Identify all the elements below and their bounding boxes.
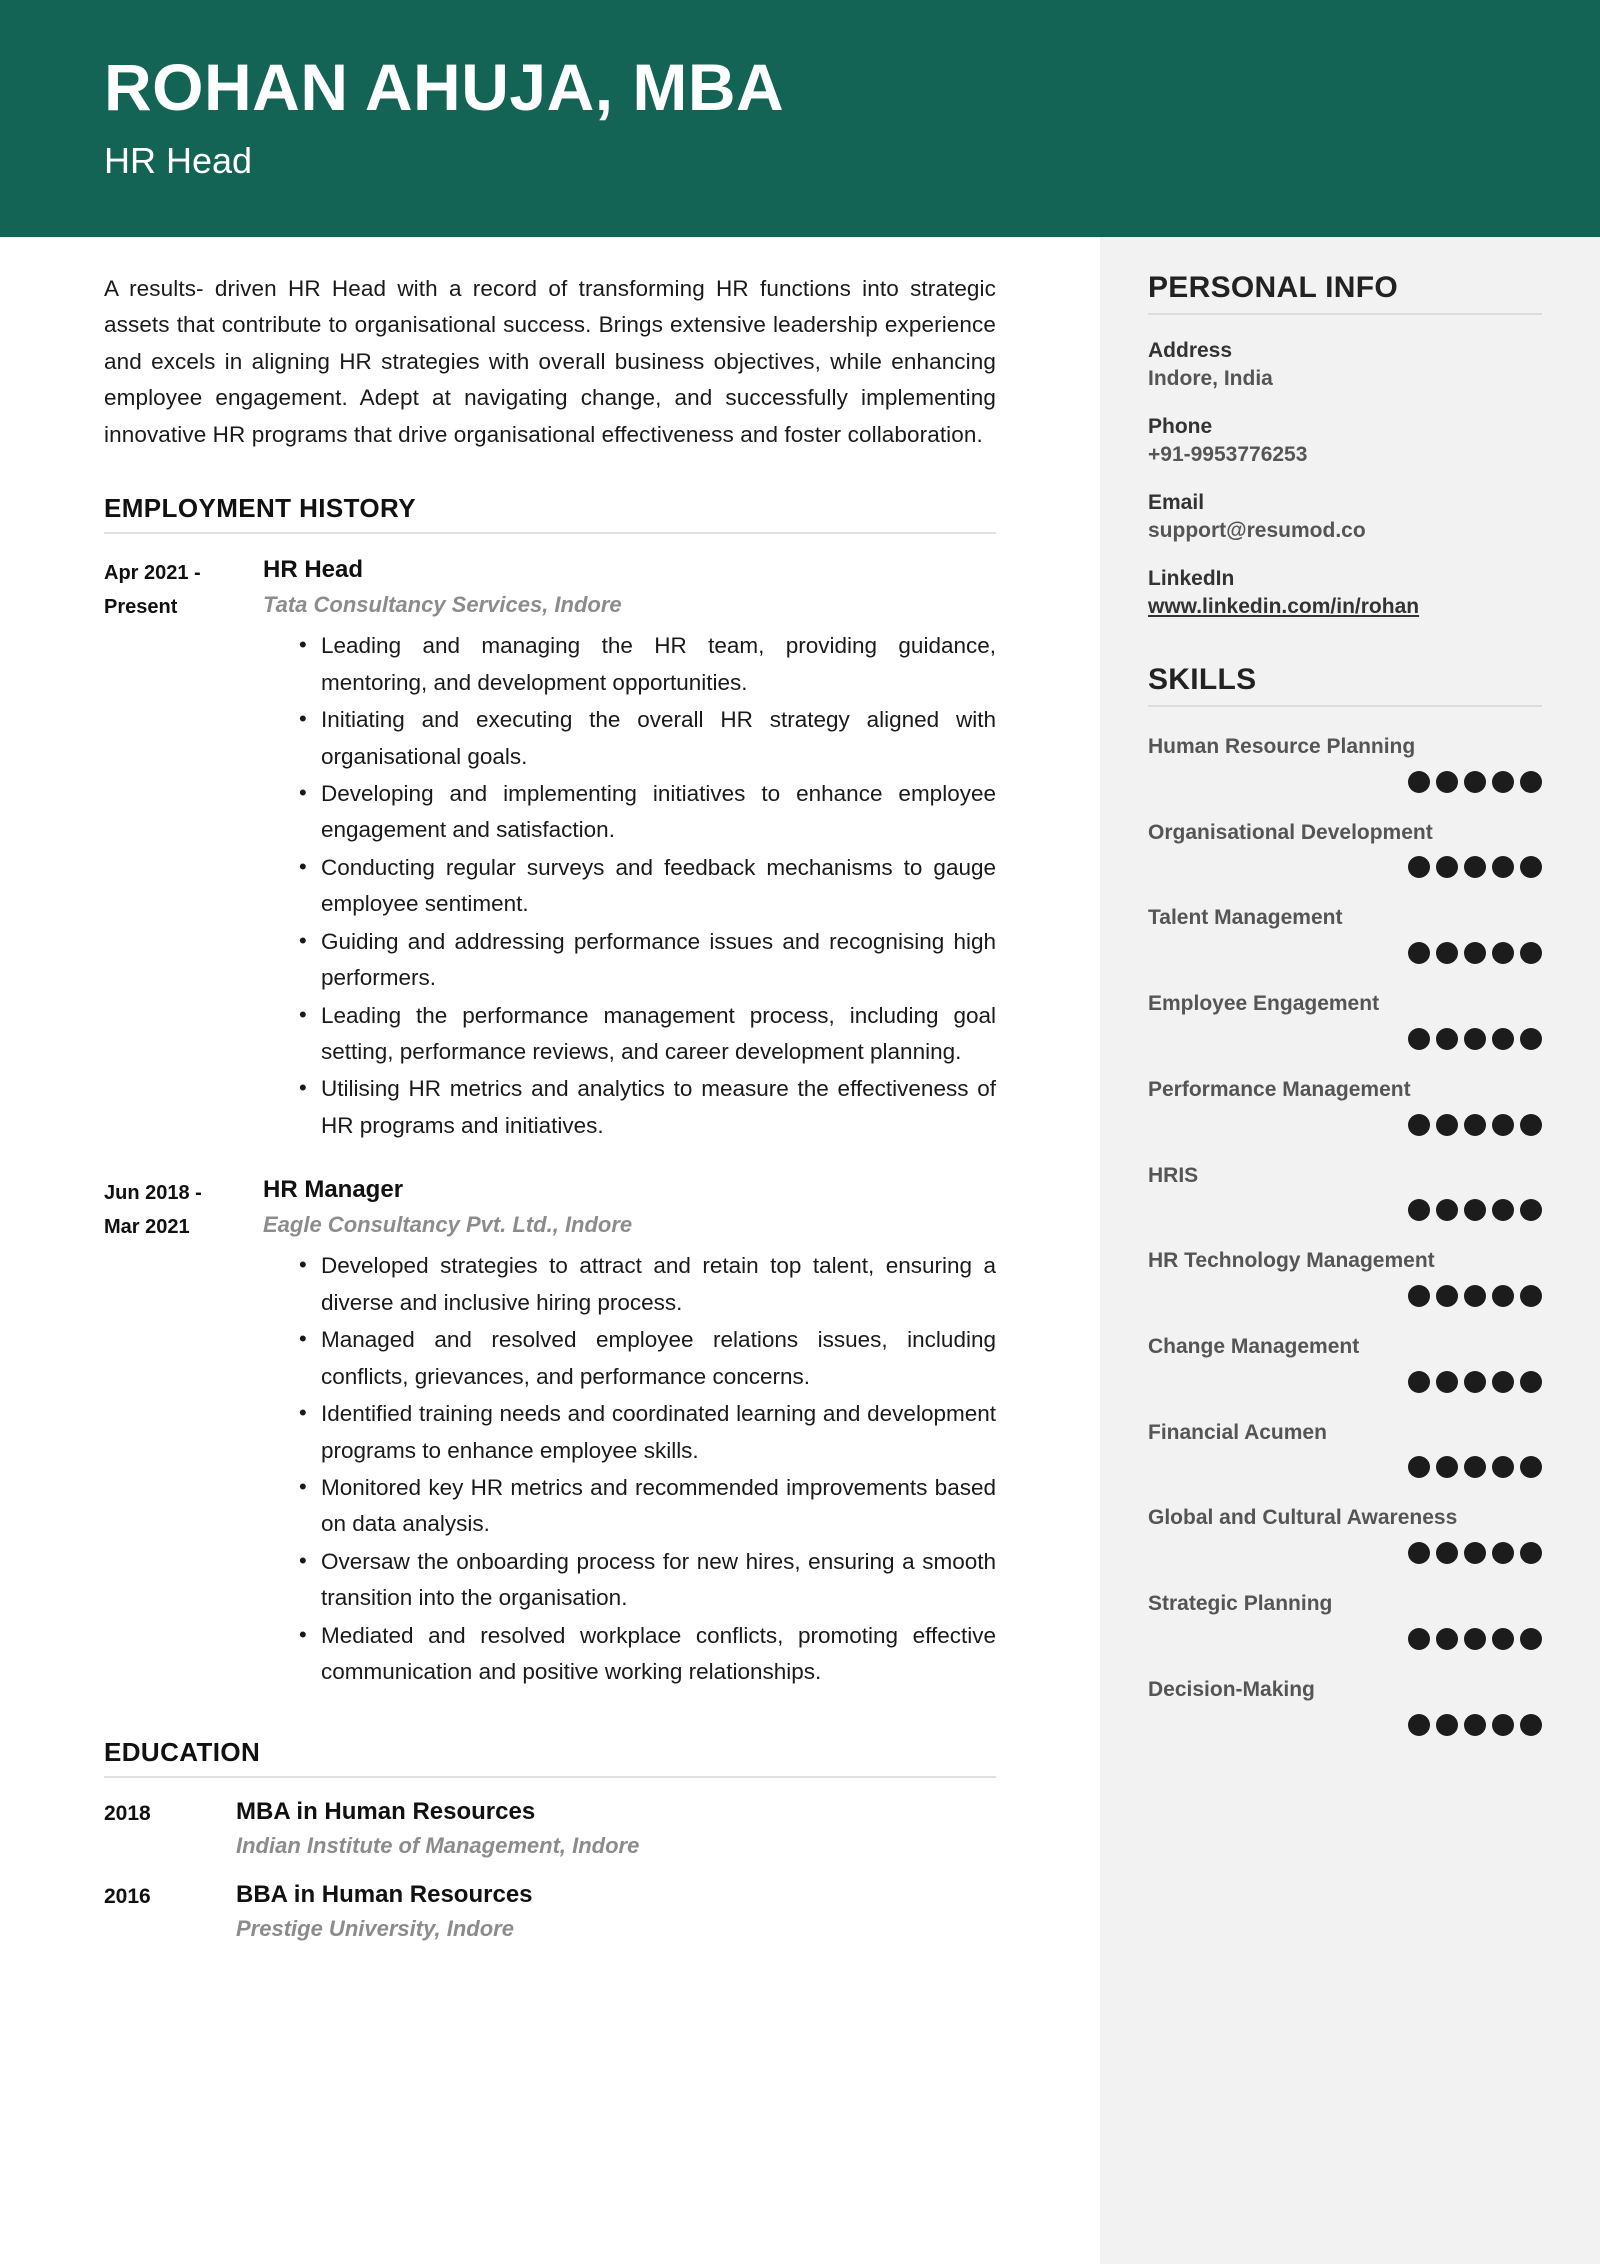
employment-company: Eagle Consultancy Pvt. Ltd., Indore [263, 1212, 633, 1238]
employment-role: HR Head [263, 556, 364, 584]
rating-dot-filled [1408, 1371, 1430, 1393]
rating-dot-filled [1464, 1028, 1486, 1050]
employment-date-end: Mar 2021 [104, 1215, 190, 1238]
employment-date-range [104, 1176, 249, 1690]
rating-dot-filled [1464, 1456, 1486, 1478]
skill-item [1148, 1247, 1542, 1307]
rating-dot-filled [1464, 1199, 1486, 1221]
rating-dot-filled [1492, 1628, 1514, 1650]
skill-item [1148, 904, 1542, 964]
employment-entry [104, 1176, 996, 1690]
rating-dot-filled [1520, 1371, 1542, 1393]
skill-rating [1148, 856, 1542, 878]
skill-item [1148, 1504, 1542, 1564]
skill-item [1148, 1076, 1542, 1136]
rating-dot-filled [1408, 1199, 1430, 1221]
employment-entry [104, 556, 996, 1144]
rating-dot-filled [1408, 1114, 1430, 1136]
education-school: Prestige University, Indore [236, 1915, 514, 1941]
rating-dot-filled [1436, 1628, 1458, 1650]
employment-bullet: • Utilising HR metrics and analytics to measure the effectiveness of HR programs and initiatives. [299, 1071, 996, 1144]
skill-rating [1148, 1199, 1542, 1221]
rating-dot-filled [1464, 1628, 1486, 1650]
rating-dot-filled [1520, 1199, 1542, 1221]
rating-dot-filled [1436, 1542, 1458, 1564]
personal-info-value: +91-9953776253 [1148, 443, 1308, 466]
education-details [222, 1881, 996, 1942]
employment-details [249, 1176, 996, 1690]
rating-dot-filled [1408, 942, 1430, 964]
rating-dot-filled [1492, 942, 1514, 964]
skill-rating [1148, 1371, 1542, 1393]
rating-dot-filled [1436, 1028, 1458, 1050]
employment-bullet: • Managed and resolved employee relations issues, including conflicts, grievances, and performance concerns. [299, 1322, 996, 1395]
skill-item [1148, 1333, 1542, 1393]
personal-info-item [1148, 339, 1542, 391]
skill-item [1148, 819, 1542, 879]
employment-bullet: • Developing and implementing initiatives to enhance employee engagement and satisfaction. [299, 776, 996, 849]
skill-name: Performance Management [1148, 1077, 1411, 1101]
education-heading: EDUCATION [104, 1737, 996, 1778]
personal-info-label: Email [1148, 491, 1205, 514]
rating-dot-filled [1436, 1371, 1458, 1393]
sidebar [1100, 237, 1600, 2264]
employment-date-start: Jun 2018 - [104, 1182, 202, 1205]
employment-bullet: • Mediated and resolved workplace conflicts, promoting effective communication and positive working relationships. [299, 1618, 996, 1691]
rating-dot-filled [1436, 1114, 1458, 1136]
rating-dot-filled [1436, 1714, 1458, 1736]
rating-dot-filled [1464, 1285, 1486, 1307]
skill-name: Human Resource Planning [1148, 735, 1416, 758]
skill-name: Global and Cultural Awareness [1148, 1506, 1458, 1530]
skills-list [1148, 733, 1542, 1736]
skills-heading: SKILLS [1148, 663, 1542, 707]
skill-item [1148, 733, 1542, 793]
rating-dot-filled [1436, 771, 1458, 793]
rating-dot-filled [1436, 1199, 1458, 1221]
skill-name: HRIS [1148, 1163, 1199, 1187]
rating-dot-filled [1436, 1456, 1458, 1478]
rating-dot-filled [1408, 1542, 1430, 1564]
rating-dot-filled [1520, 1028, 1542, 1050]
education-entry [104, 1881, 996, 1942]
employment-history-heading: EMPLOYMENT HISTORY [104, 493, 996, 534]
education-details [222, 1798, 996, 1859]
personal-info-item [1148, 491, 1542, 543]
rating-dot-filled [1520, 856, 1542, 878]
skill-rating [1148, 771, 1542, 793]
rating-dot-filled [1464, 942, 1486, 964]
employment-bullet-list [263, 628, 996, 1144]
education-school: Indian Institute of Management, Indore [236, 1832, 640, 1858]
rating-dot-filled [1408, 1456, 1430, 1478]
personal-info-label: Address [1148, 339, 1233, 362]
rating-dot-filled [1492, 771, 1514, 793]
education-list [104, 1798, 996, 1942]
education-degree: BBA in Human Resources [236, 1880, 533, 1908]
rating-dot-filled [1408, 1028, 1430, 1050]
rating-dot-filled [1464, 1542, 1486, 1564]
rating-dot-filled [1492, 1456, 1514, 1478]
rating-dot-filled [1408, 1714, 1430, 1736]
skill-name: Talent Management [1148, 906, 1343, 930]
personal-info-heading: PERSONAL INFO [1148, 271, 1542, 315]
skill-name: Organisational Development [1148, 820, 1433, 844]
candidate-job-title: HR Head [104, 140, 253, 182]
rating-dot-filled [1436, 1285, 1458, 1307]
rating-dot-filled [1492, 1028, 1514, 1050]
rating-dot-filled [1520, 1628, 1542, 1650]
skill-rating [1148, 1285, 1542, 1307]
rating-dot-filled [1464, 771, 1486, 793]
employment-date-end: Present [104, 595, 178, 618]
personal-info-item [1148, 415, 1542, 467]
rating-dot-filled [1520, 771, 1542, 793]
rating-dot-filled [1492, 1199, 1514, 1221]
skill-item [1148, 1162, 1542, 1222]
skill-rating [1148, 942, 1542, 964]
employment-date-range [104, 556, 249, 1144]
rating-dot-filled [1464, 1714, 1486, 1736]
employment-bullet: • Guiding and addressing performance issues and recognising high performers. [299, 924, 996, 997]
skill-item [1148, 1419, 1542, 1479]
rating-dot-filled [1408, 1285, 1430, 1307]
employment-bullet: • Oversaw the onboarding process for new hires, ensuring a smooth transition into the organisation. [299, 1544, 996, 1617]
personal-info-label: Phone [1148, 415, 1213, 438]
employment-bullet: • Leading the performance management process, including goal setting, performance reviews, and career development planning. [299, 998, 996, 1071]
rating-dot-filled [1492, 1371, 1514, 1393]
professional-summary: A results- driven HR Head with a record of transforming HR functions into strategic assets that contribute to organisational success. Brings extensive leadership experience and excels in aligning HR strategies with overall business objectives, while enhancing employee engagement. Adept at navigating change, and successfully implementing innovative HR programs that drive organisational effectiveness and foster collaboration. [104, 276, 996, 447]
rating-dot-filled [1492, 856, 1514, 878]
education-degree: MBA in Human Resources [236, 1797, 536, 1825]
education-entry [104, 1798, 996, 1859]
rating-dot-filled [1520, 1114, 1542, 1136]
resume-header [0, 0, 1600, 237]
employment-bullet: • Initiating and executing the overall HR strategy aligned with organisational goals. [299, 702, 996, 775]
personal-info-value: support@resumod.co [1148, 519, 1366, 542]
employment-role: HR Manager [263, 1176, 404, 1204]
rating-dot-filled [1408, 856, 1430, 878]
skill-name: Strategic Planning [1148, 1592, 1333, 1616]
rating-dot-filled [1520, 1285, 1542, 1307]
rating-dot-filled [1520, 1714, 1542, 1736]
personal-info-label: LinkedIn [1148, 567, 1235, 590]
employment-bullet: • Developed strategies to attract and retain top talent, ensuring a diverse and inclusive hiring process. [299, 1248, 996, 1321]
rating-dot-filled [1464, 1371, 1486, 1393]
rating-dot-filled [1520, 942, 1542, 964]
skill-rating [1148, 1714, 1542, 1736]
skill-name: Change Management [1148, 1335, 1360, 1359]
employment-bullet: • Conducting regular surveys and feedback mechanisms to gauge employee sentiment. [299, 850, 996, 923]
employment-company: Tata Consultancy Services, Indore [263, 592, 622, 618]
rating-dot-filled [1492, 1542, 1514, 1564]
skill-item [1148, 990, 1542, 1050]
rating-dot-filled [1436, 856, 1458, 878]
personal-info-value: Indore, India [1148, 367, 1273, 390]
skill-rating [1148, 1456, 1542, 1478]
skill-rating [1148, 1114, 1542, 1136]
personal-info-list [1148, 339, 1542, 619]
employment-bullet-list [263, 1248, 996, 1690]
skill-name: Employee Engagement [1148, 992, 1380, 1016]
rating-dot-filled [1408, 771, 1430, 793]
education-year: 2016 [104, 1884, 151, 1908]
rating-dot-filled [1408, 1628, 1430, 1650]
personal-info-link[interactable]: www.linkedin.com/in/rohan [1148, 595, 1420, 618]
skill-rating [1148, 1542, 1542, 1564]
rating-dot-filled [1492, 1114, 1514, 1136]
rating-dot-filled [1520, 1542, 1542, 1564]
rating-dot-filled [1492, 1714, 1514, 1736]
education-year: 2018 [104, 1801, 151, 1825]
candidate-name: ROHAN AHUJA, MBA [104, 50, 785, 124]
rating-dot-filled [1436, 942, 1458, 964]
skill-item [1148, 1590, 1542, 1650]
skill-name: Financial Acumen [1148, 1420, 1327, 1444]
skill-rating [1148, 1028, 1542, 1050]
rating-dot-filled [1464, 1114, 1486, 1136]
employment-history-list [104, 556, 996, 1690]
employment-bullet: • Identified training needs and coordinated learning and development programs to enhance employee skills. [299, 1396, 996, 1469]
rating-dot-filled [1520, 1456, 1542, 1478]
personal-info-item [1148, 567, 1542, 619]
employment-details [249, 556, 996, 1144]
employment-bullet: • Leading and managing the HR team, providing guidance, mentoring, and development opportunities. [299, 628, 996, 701]
resume-body [0, 237, 1600, 2264]
employment-date-start: Apr 2021 - [104, 562, 201, 585]
rating-dot-filled [1492, 1285, 1514, 1307]
skill-name: HR Technology Management [1148, 1249, 1435, 1273]
skill-name: Decision-Making [1148, 1677, 1315, 1701]
skill-rating [1148, 1628, 1542, 1650]
rating-dot-filled [1464, 856, 1486, 878]
skill-item [1148, 1676, 1542, 1736]
main-column [0, 237, 1100, 2264]
employment-bullet: • Monitored key HR metrics and recommended improvements based on data analysis. [299, 1470, 996, 1543]
